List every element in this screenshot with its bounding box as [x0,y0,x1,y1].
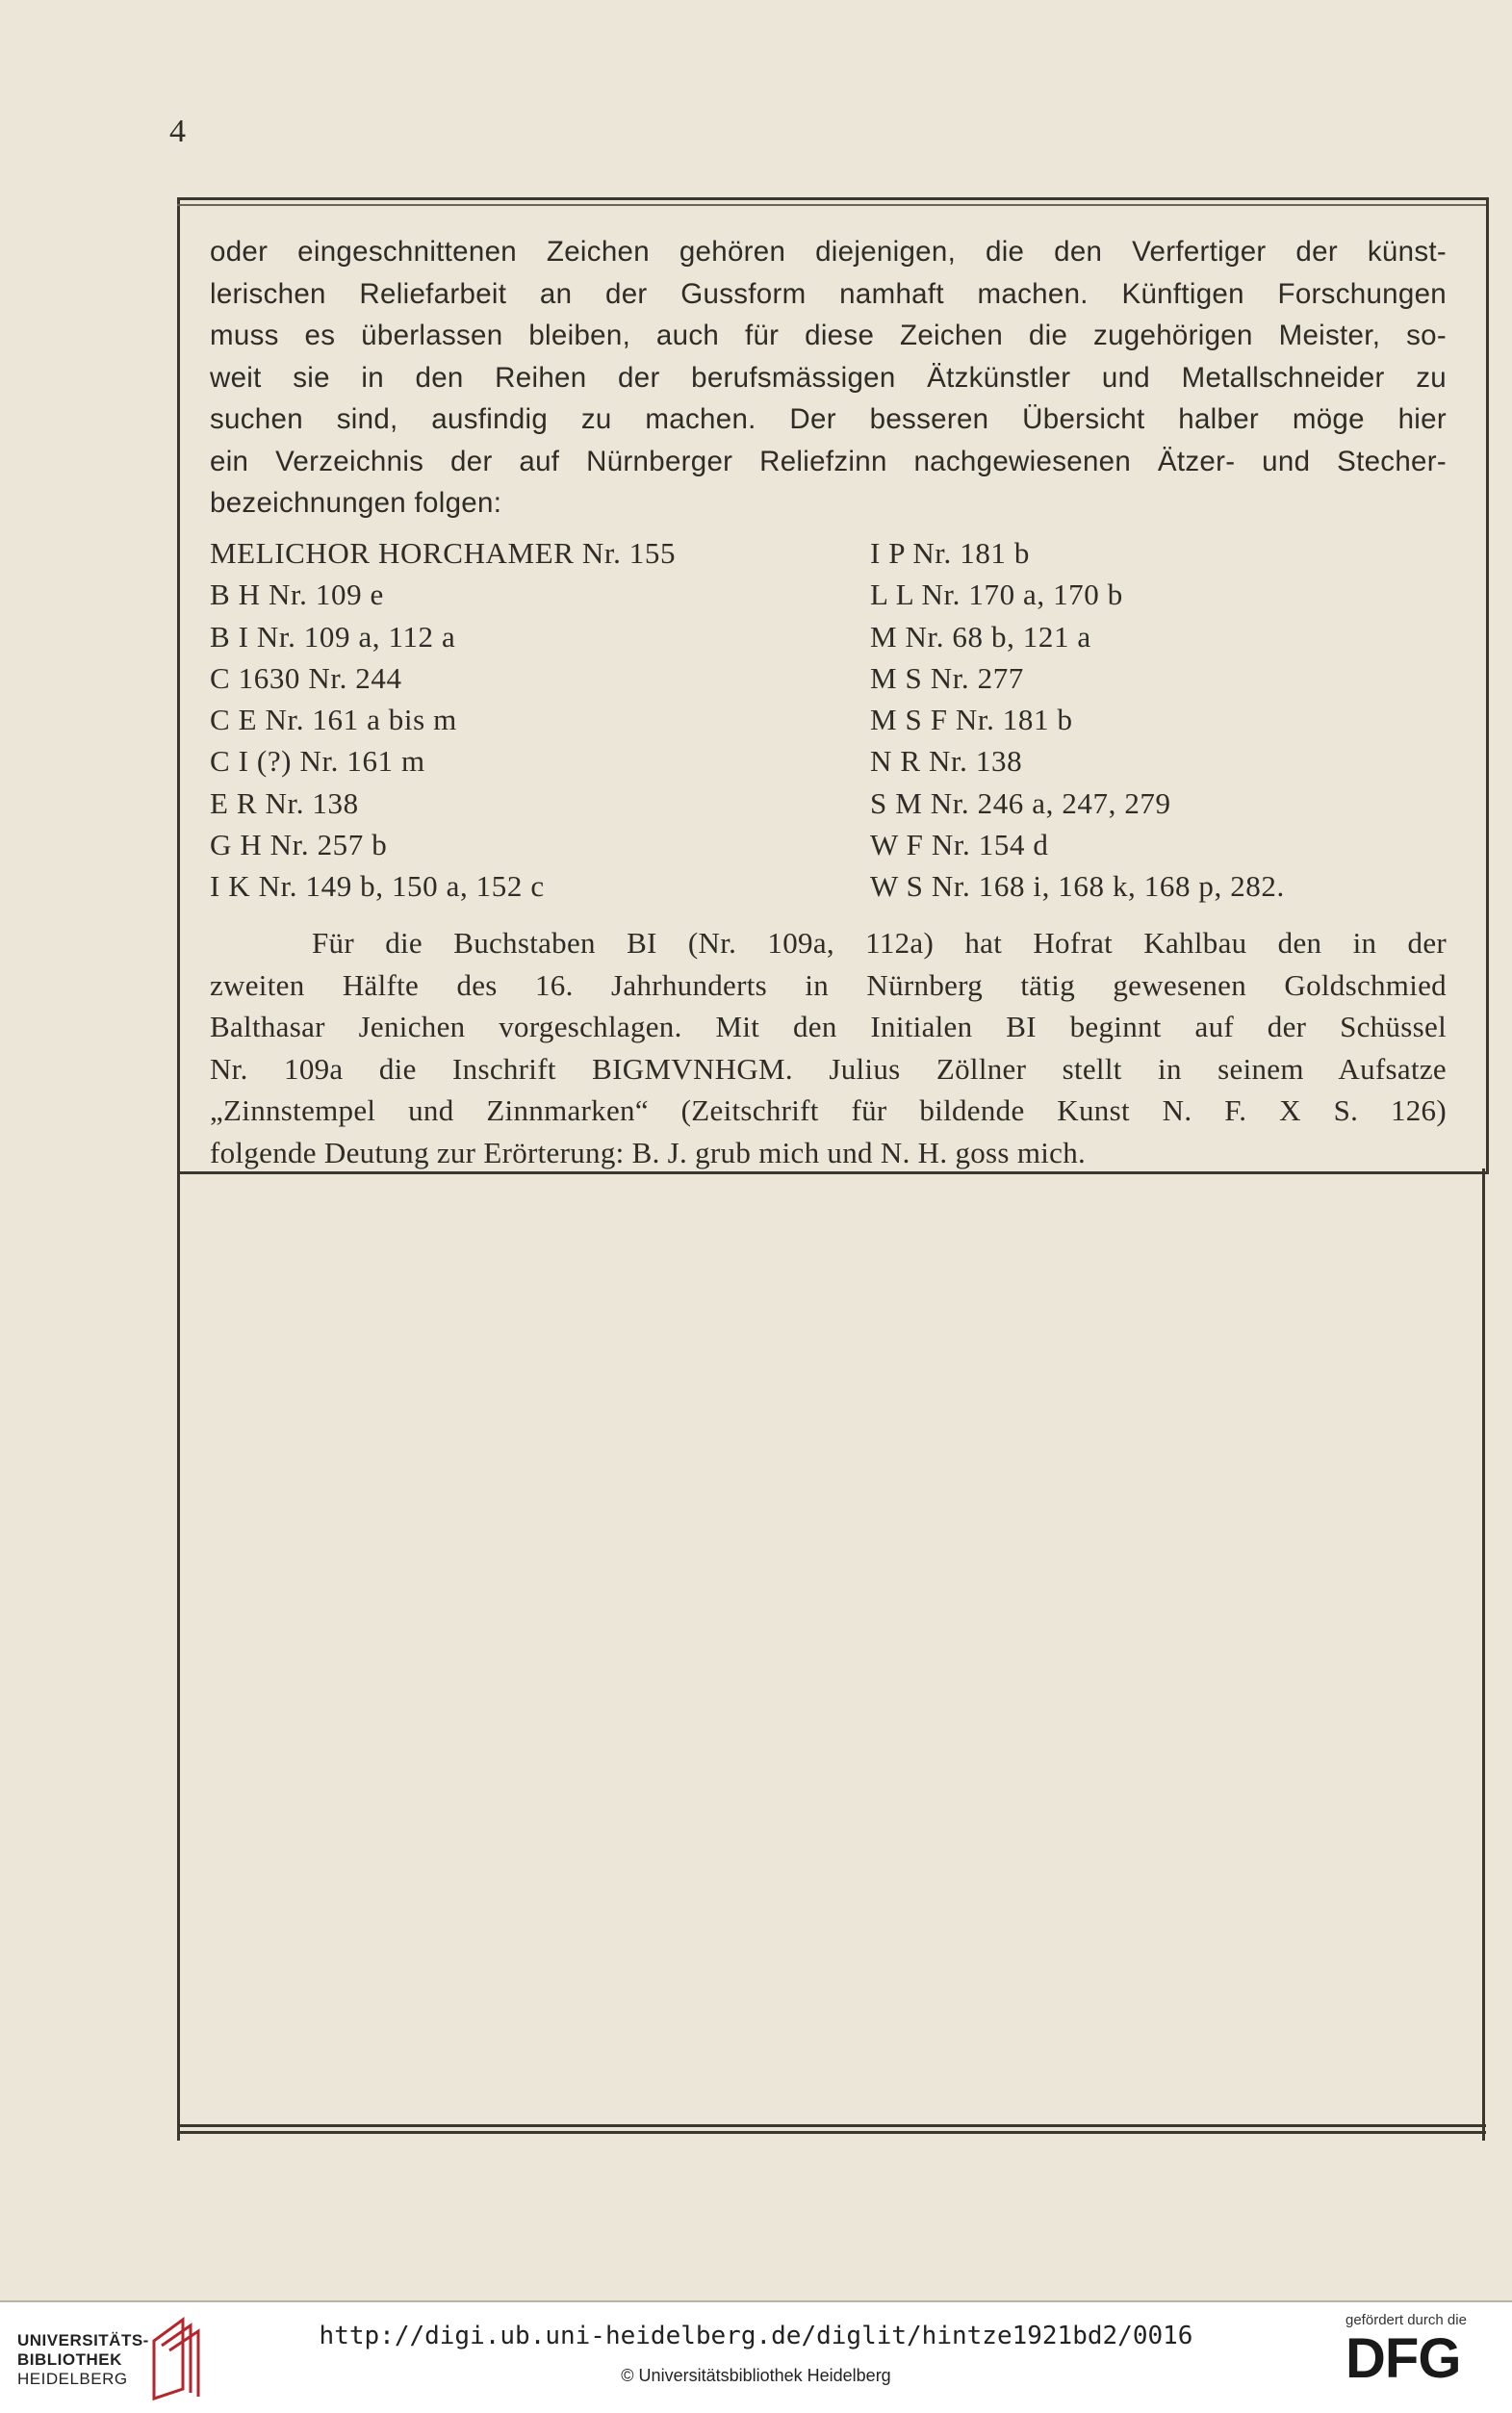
register-entry: W S Nr. 168 i, 168 k, 168 p, 282. [870,869,1285,904]
dfg-logo: DFG [1345,2327,1461,2390]
text-line: muss es überlassen bleiben, auch für diese Zeichen die zugehörigen Meister, so- [210,320,1447,351]
register-entry: I P Nr. 181 b [870,536,1030,570]
register-entry: L L Nr. 170 a, 170 b [870,578,1123,612]
register-entry: M Nr. 68 b, 121 a [870,619,1091,654]
text-line: Nr. 109a die Inschrift BIGMVNHGM. Julius Zöllner stellt in seinem Aufsatze [210,1051,1447,1086]
text-line: folgende Deutung zur Erörterung: B. J. grub mich und N. H. goss mich. [210,1135,1087,1169]
library-name-line3: HEIDELBERG [17,2370,128,2388]
library-name-line1: UNIVERSITÄTS- [17,2331,149,2349]
frame-inner-top-rule [177,204,1486,206]
register-entry: I K Nr. 149 b, 150 a, 152 c [210,869,545,904]
intro-paragraph [210,231,1447,525]
footer [0,2302,1512,2413]
text-line: suchen sind, ausfindig zu machen. Der besseren Übersicht halber möge hier [210,403,1447,435]
closing-paragraph [210,922,1447,1173]
text-line: zweiten Hälfte des 16. Jahrhunderts in Nürnberg tätig gewesenen Goldschmied [210,967,1447,1002]
register-entry: G H Nr. 257 b [210,828,388,862]
register-entry: C E Nr. 161 a bis m [210,703,457,737]
text-line: Balthasar Jenichen vorgeschlagen. Mit den Initialen BI beginnt auf der Schüssel [210,1010,1447,1043]
register-column-right [870,532,1285,908]
register-entry: S M Nr. 246 a, 247, 279 [870,785,1171,820]
text-line: ein Verzeichnis der auf Nürnberger Reliefzinn nachgewiesenen Ätzer- und Stecher- [210,445,1447,477]
text-line: „Zinnstempel und Zinnmarken“ (Zeitschrift für bildende Kunst N. F. X S. 126) [210,1093,1447,1127]
register-entry: E R Nr. 138 [210,785,359,820]
frame-left-rule [177,1168,180,2141]
frame-bottom-rule-inner [177,2131,1486,2134]
register-entry: M S Nr. 277 [870,660,1024,695]
frame-right-rule [1482,1168,1485,2141]
register-entry: MELICHOR HORCHAMER Nr. 155 [210,536,677,570]
text-line: bezeichnungen folgen: [210,487,502,519]
text-line: Für die Buchstaben BI (Nr. 109a, 112a) hat Hofrat Kahlbau den in der [312,926,1447,960]
page-number: 4 [169,114,186,149]
register-entry: B H Nr. 109 e [210,578,384,612]
register-entry: W F Nr. 154 d [870,828,1049,862]
frame-bottom-rule [177,2124,1486,2127]
funding-note: gefördert durch die [1345,2312,1467,2328]
text-line: weit sie in den Reihen der berufsmässigen Ätzkünstler und Metallschneider zu [210,361,1447,394]
text-line: oder eingeschnittenen Zeichen gehören diejenigen, die den Verfertiger der künst- [210,236,1447,268]
register-entry: N R Nr. 138 [870,744,1023,779]
register-entry: C I (?) Nr. 161 m [210,744,425,779]
library-name-line2: BIBLIOTHEK [17,2350,122,2369]
register-entry: M S F Nr. 181 b [870,703,1073,737]
register-column-left [210,532,676,908]
copyright-notice: © Universitätsbibliothek Heidelberg [621,2366,891,2385]
register-entry: C 1630 Nr. 244 [210,660,402,695]
source-url-link[interactable]: http://digi.ub.uni-heidelberg.de/diglit/hintze1921bd2/0016 [319,2322,1193,2350]
register-entry: B I Nr. 109 a, 112 a [210,619,456,654]
text-line: lerischen Reliefarbeit an der Gussform namhaft machen. Künftigen Forschungen [210,277,1447,310]
